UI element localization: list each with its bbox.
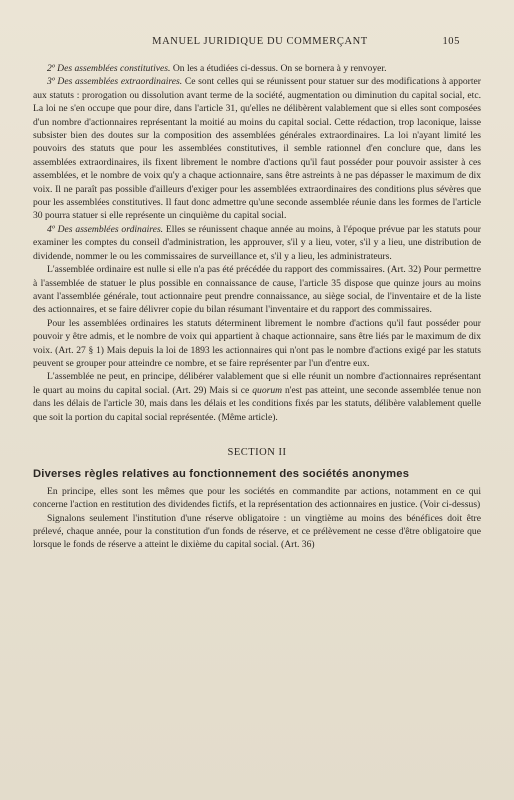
paragraph-quorum [33, 370, 481, 424]
paragraph-text: On les a étudiées ci-dessus. On se bornera à y renvoyer. [170, 63, 387, 74]
paragraph-text: n'est pas atteint, une seconde assemblée tenue non dans les délais de l'article 30, mais dans les délais et les conditions fixés par les statuts, délibère valablement quelle que soit la portion du capital social représentée. (Même article). [33, 384, 482, 423]
paragraph-reserve: Signalons seulement l'institution d'une réserve obligatoire : un vingtième au moins des bénéfices doit être prélevé, chaque année, pour la constitution d'un fonds de réserve, et ce prélèvement ne cesse d'être obligatoire que lorsque le fonds de réserve a atteint le dixième du capital social. (Art. 36) [33, 512, 481, 551]
paragraph-lead: 3º Des assemblées extraordinaires. [47, 76, 183, 88]
paragraph-constitutives [33, 62, 481, 75]
paragraph-nombre-actions: Pour les assemblées ordinaires les statuts déterminent librement le nombre d'actions qu'il faut posséder pour pouvoir y être admis, et le nombre de voix qui appartient à chaque actionnaire, sans être liés par le maximum de dix voix. (Art. 27 § 1) Mais depuis la loi de 1893 les actionnaires qui n'ont pas le nombre d'actions exigé par les statuts peuvent se grouper pour atteindre ce nombre, et se faire représenter par l'un d'entre eux. [33, 317, 481, 369]
section-subtitle: Diverses règles relatives au fonctionnement des sociétés anonymes [33, 468, 410, 481]
paragraph-lead: 4º Des assemblées ordinaires. [47, 223, 164, 235]
paragraph-text: L'assemblée ne peut, en principe, délibérer valablement que si elle réunit un nombre d'actionnaires représentant le quart au moins du capital social. (Art. 29) Mais si ce [33, 371, 481, 396]
page-body [33, 62, 481, 552]
running-header [60, 36, 460, 50]
section-heading: SECTION II [227, 446, 287, 458]
paragraph-text: Ce sont celles qui se réunissent pour statuer sur des modifications à apporter aux statuts : prorogation ou dissolution avant terme de la société, augmentation ou diminution du capital social, etc. La loi ne s'en occupe que pour dire, dans l'article 31, qu'elles ne délibèrent valablement que si elles sont composées d'un nombre d'actionnaires représentant la moitié au moins du capital social. Cette rédaction, trop laconique, laisse subsister bien des doutes sur la composition des assemblées générales extraordinaires. La loi n'ayant limité les pouvoirs des statuts que pour les assemblées constitutives, il semble rationnel d'en conclure que, dans les assemblées extraordinaires, ils fixent librement le nombre d'actions qu'il faut posséder pour pouvoir assister à ces assemblées, et le nombre de voix qu'y a chaque actionnaire, sans être astreints à ne pas dépasser le maximum de dix voix. Il ne paraît pas possible d'ailleurs d'exiger pour les assemblées extraordinaires des conditions plus sévères que pour les assemblées constitutives. Il faut donc admettre qu'une seconde assemblée réunie dans les formes de l'article 30 pourra statuer si elle représente un cinquième du capital social. [33, 76, 481, 222]
page-number: 105 [442, 36, 460, 47]
paragraph-principe: En principe, elles sont les mêmes que pour les sociétés en commandite par actions, notamment en ce qui concerne l'action en restitution des dividendes fictifs, et la représentation des actionnaires en justice. (Voir ci-dessus) [33, 485, 481, 511]
running-title: MANUEL JURIDIQUE DU COMMERÇANT [152, 36, 368, 47]
quorum-term: quorum [252, 384, 283, 396]
paragraph-lead: 2º Des assemblées constitutives. [47, 63, 171, 74]
paragraph-text: Elles se réunissent chaque année au moins, à l'époque prévue par les statuts pour examiner les comptes du conseil d'administration, les approuver, s'il y a lieu, voter, s'il y a lieu, une distribution de dividende, nommer le ou les commissaires de surveillance et, s'il y a lieu, les administrateurs. [33, 223, 481, 262]
paragraph-ordinaires [33, 223, 481, 263]
paragraph-nullite: L'assemblée ordinaire est nulle si elle n'a pas été précédée du rapport des commissaires. (Art. 32) Pour permettre à l'assemblée de statuer le plus possible en connaissance de cause, l'article 35 dispose que quinze jours au moins avant l'assemblée générale, tout actionnaire peut prendre connaissance, au siège social, de l'inventaire et de la liste des actionnaires, et se faire délivrer copie du bilan résumant l'inventaire et du rapport des commissaires. [33, 264, 481, 316]
paragraph-extraordinaires [33, 75, 481, 222]
